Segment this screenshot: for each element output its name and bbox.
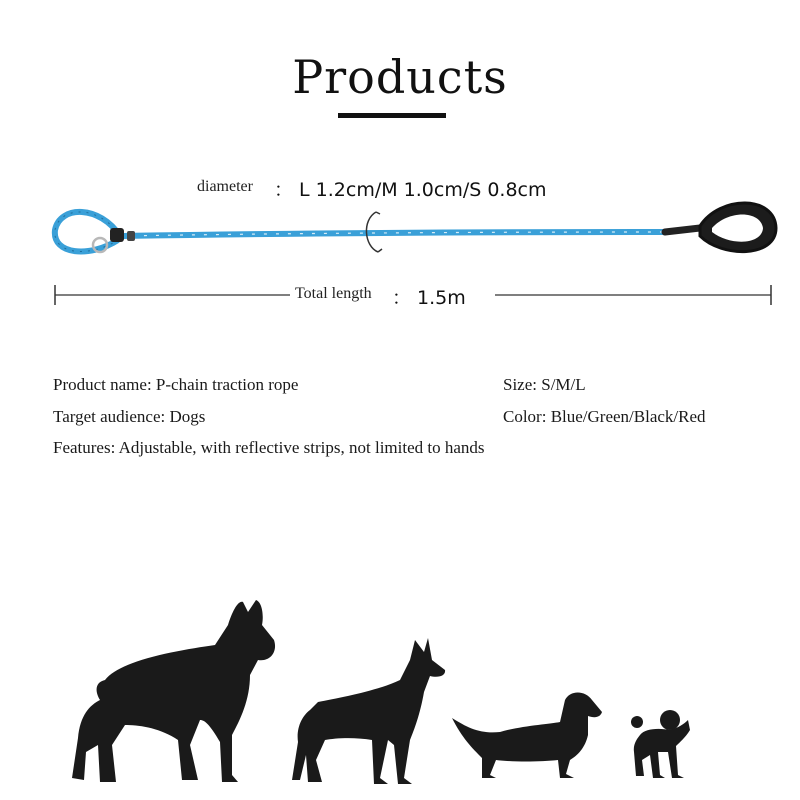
dog-silhouettes [72,600,690,784]
target-audience-text: Target audience: Dogs [53,407,206,426]
doberman-silhouette [292,638,445,784]
product-name-text: Product name: P-chain traction rope [53,375,299,394]
dachshund-silhouette [452,693,602,779]
leash-image [55,203,776,252]
diameter-value: ： L 1.2cm/M 1.0cm/S 0.8cm [274,179,547,201]
boxer-silhouette [72,600,275,782]
size-text: Size: S/M/L [503,375,586,394]
poodle-head [660,710,680,730]
diameter-label: diameter [197,178,253,195]
color-text: Color: Blue/Green/Black/Red [503,407,706,426]
length-value: ： 1.5m [392,287,466,309]
features-text: Features: Adjustable, with reflective strips, not limited to hands [53,438,485,457]
page-title: Products [292,50,508,104]
length-label: Total length [295,285,372,302]
poodle-silhouette [634,720,690,778]
poodle-tail [631,716,643,728]
